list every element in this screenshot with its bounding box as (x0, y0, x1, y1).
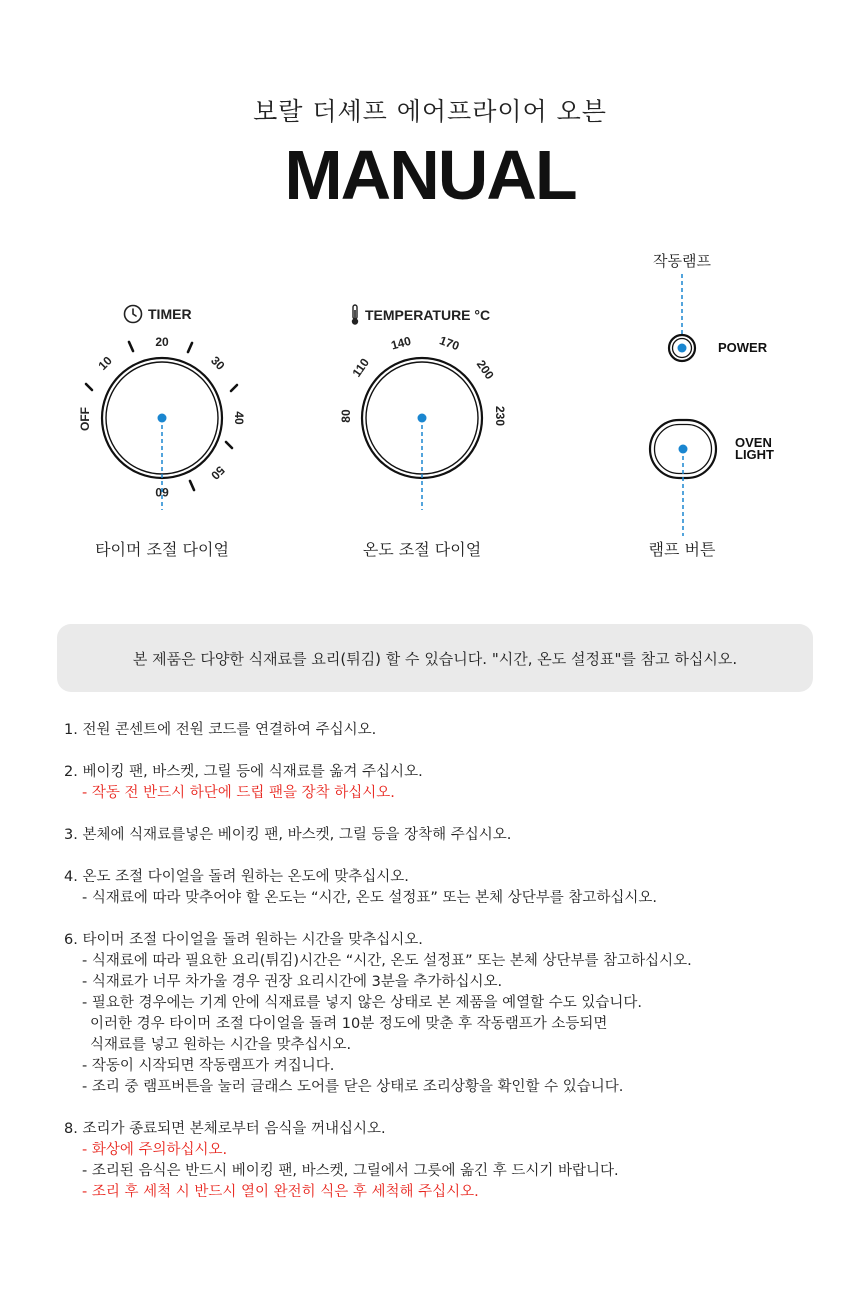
instruction-step-title: 3. 본체에 식재료를넣은 베이킹 팬, 바스켓, 그릴 등을 장착해 주십시오. (64, 827, 512, 843)
instruction-step-title: 6. 타이머 조절 다이얼을 돌려 원하는 시간을 맞추십시오. (64, 932, 423, 948)
timer-tick-60: 60 (155, 485, 169, 499)
instruction-step (64, 1119, 824, 1203)
oven-light-label-line2: LIGHT (735, 447, 774, 462)
temperature-tick-230: 230 (493, 405, 507, 427)
instruction-detail: - 식재료가 너무 차가울 경우 권장 요리시간에 3분을 추가하십시오. (82, 974, 503, 990)
temperature-tick-140: 140 (389, 333, 413, 353)
instruction-step (64, 720, 824, 741)
temperature-label-text: TEMPERATURE °C (365, 307, 491, 323)
instruction-step-title: 8. 조리가 종료되면 본체로부터 음식을 꺼내십시오. (64, 1121, 386, 1137)
power-lamp-dot (678, 344, 687, 353)
timer-tick-40: 40 (232, 411, 246, 425)
thermometer-icon (350, 304, 360, 326)
timer-center-dot (158, 414, 167, 423)
timer-tick-mark (226, 442, 232, 448)
timer-label-text: TIMER (148, 306, 192, 322)
notice-box (57, 624, 813, 692)
instruction-detail: - 조리된 음식은 반드시 베이킹 팬, 바스켓, 그릴에서 그릇에 옮긴 후 드시기 바랍니다. (82, 1163, 619, 1179)
instruction-detail: 이러한 경우 타이머 조절 다이얼을 돌려 10분 정도에 맞춘 후 작동램프가 소등되면 (90, 1016, 608, 1032)
instruction-detail: - 식재료에 따라 필요한 요리(튀김)시간은 “시간, 온도 설정표” 또는 본체 상단부를 참고하십시오. (82, 953, 692, 969)
instruction-detail: - 조리 중 램프버튼을 눌러 글래스 도어를 닫은 상태로 조리상황을 확인할 수 있습니다. (82, 1079, 624, 1095)
instruction-detail: - 필요한 경우에는 기계 안에 식재료를 넣지 않은 상태로 본 제품을 예열할 수도 있습니다. (82, 995, 643, 1011)
instruction-step (64, 867, 824, 909)
timer-tick-mark (129, 342, 133, 351)
instruction-detail: - 식재료에 따라 맞추어야 할 온도는 “시간, 온도 설정표” 또는 본체 상단부를 참고하십시오. (82, 890, 658, 906)
temperature-label (350, 304, 490, 326)
oven-light-button[interactable] (646, 414, 720, 540)
temperature-dial[interactable] (332, 330, 512, 510)
oven-light-caption: 램프 버튼 (648, 540, 716, 559)
instruction-step-title: 4. 온도 조절 다이얼을 돌려 원하는 온도에 맞추십시오. (64, 869, 409, 885)
timer-tick-mark (188, 343, 192, 352)
timer-tick-50: 50 (208, 463, 228, 483)
oven-light-label (735, 437, 774, 461)
temperature-tick-80: 80 (339, 409, 353, 423)
temperature-center-dot (418, 414, 427, 423)
temperature-tick-170: 170 (437, 333, 462, 354)
oven-light-label-line1: OVEN (735, 435, 772, 450)
page-title: MANUAL (284, 136, 576, 214)
instruction-warning: - 작동 전 반드시 하단에 드립 팬을 장착 하십시오. (82, 785, 395, 801)
timer-caption: 타이머 조절 다이얼 (95, 540, 229, 559)
timer-tick-20: 20 (155, 335, 169, 349)
timer-dial[interactable] (72, 330, 252, 510)
clock-icon (123, 304, 143, 324)
timer-tick-mark (190, 481, 194, 490)
instruction-detail: - 작동이 시작되면 작동램프가 켜집니다. (82, 1058, 335, 1074)
timer-tick-10: 10 (95, 353, 115, 373)
instruction-step-title: 2. 베이킹 팬, 바스켓, 그릴 등에 식재료를 옮겨 주십시오. (64, 764, 423, 780)
temperature-caption: 온도 조절 다이얼 (362, 540, 482, 559)
instruction-list (64, 720, 824, 1224)
instruction-step (64, 762, 824, 804)
oven-light-dot (679, 445, 688, 454)
temperature-tick-110: 110 (349, 355, 373, 380)
power-lamp (662, 274, 702, 374)
timer-tick-30: 30 (208, 353, 228, 373)
instruction-warning: - 화상에 주의하십시오. (82, 1142, 228, 1158)
instruction-detail: 식재료를 넣고 원하는 시간을 맞추십시오. (90, 1037, 352, 1053)
instruction-warning: - 조리 후 세척 시 반드시 열이 완전히 식은 후 세척해 주십시오. (82, 1184, 479, 1200)
page-subtitle: 보랄 더셰프 에어프라이어 오븐 (253, 97, 607, 126)
timer-tick-mark (86, 384, 92, 390)
temperature-tick-200: 200 (473, 357, 497, 382)
timer-tick-mark (231, 385, 237, 391)
instruction-step-title: 1. 전원 콘센트에 전원 코드를 연결하여 주십시오. (64, 722, 377, 738)
power-label: POWER (718, 340, 768, 355)
power-lamp-caption: 작동램프 (653, 252, 711, 270)
instruction-step (64, 930, 824, 1098)
instruction-step (64, 825, 824, 846)
notice-text: 본 제품은 다양한 식재료를 요리(튀김) 할 수 있습니다. "시간, 온도 설정표"를 참고 하십시오. (132, 649, 738, 668)
timer-label (123, 304, 192, 324)
timer-tick-off: OFF (78, 407, 92, 431)
